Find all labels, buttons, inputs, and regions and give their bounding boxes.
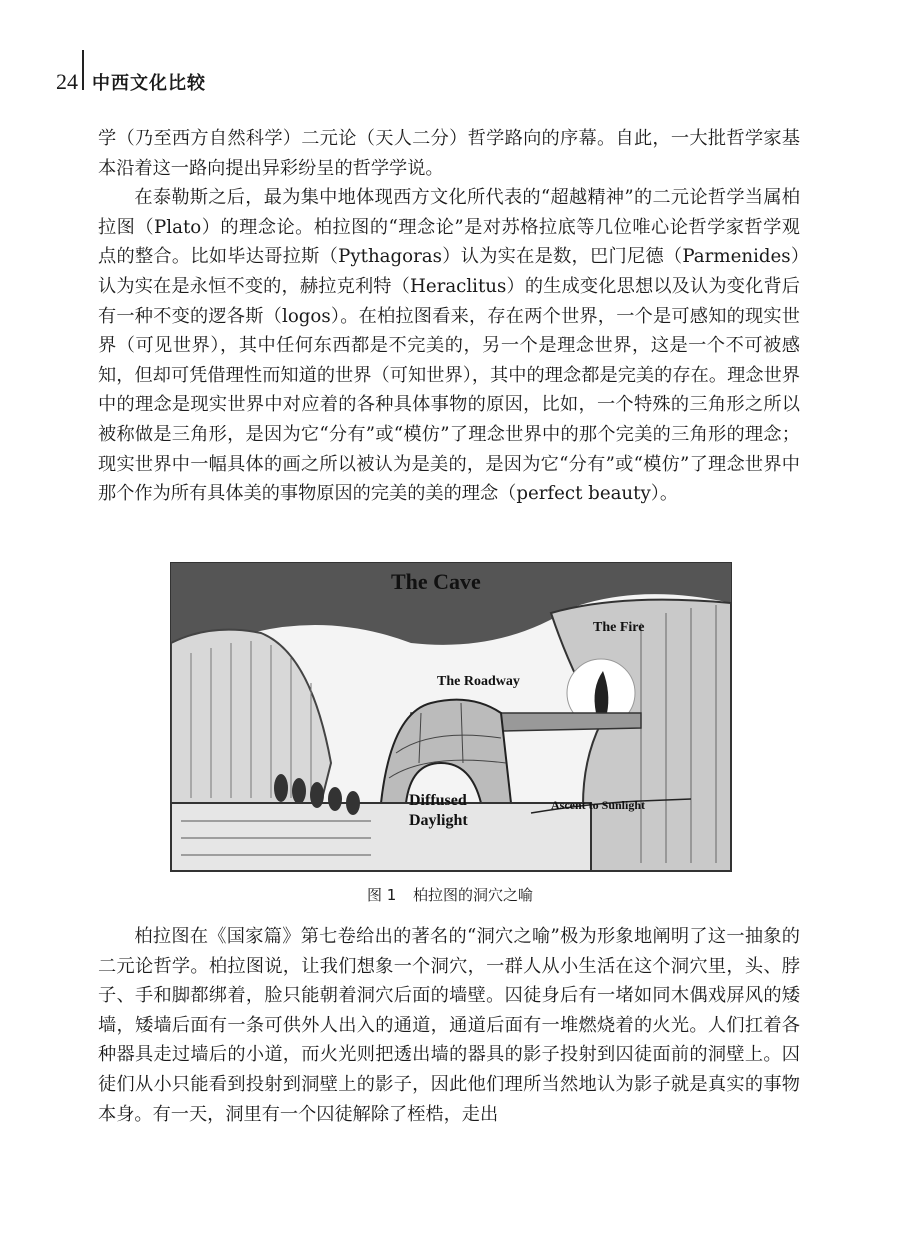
book-title: 中西文化比较 bbox=[92, 73, 206, 94]
paragraph-cave-allegory: 柏拉图在《国家篇》第七卷给出的著名的“洞穴之喻”极为形象地阐明了这一抽象的二元论哲学。柏拉图说，让我们想象一个洞穴，一群人从小生活在这个洞穴里，头、脖子、手和脚都绑着，脸只能朝着洞穴后面的墙壁。囚徒身后有一堵如同木偶戏屏风的矮墙，矮墙后面有一条可供外人出入的通道，通道后面有一堆燃烧着的火光。人们扛着各种器具走过墙后的小道，而火光则把透出墙的器具的影子投射到囚徒面前的洞壁上。囚徒们从小只能看到投射到洞壁上的影子，因此他们理所当然地认为影子就是真实的事物本身。有一天，洞里有一个囚徒解除了桎梏，走出 bbox=[98, 926, 800, 1125]
figure-caption bbox=[0, 884, 900, 905]
label-ascent: Ascent to Sunlight bbox=[551, 798, 646, 812]
label-daylight: Daylight bbox=[409, 812, 468, 829]
label-diffused: Diffused bbox=[409, 792, 467, 809]
page-header bbox=[56, 62, 206, 102]
label-cave: The Cave bbox=[391, 569, 481, 594]
paragraph-continuation: 学（乃至西方自然科学）二元论（天人二分）哲学路向的序幕。自此，一大批哲学家基本沿着这一路向提出异彩纷呈的哲学学说。 bbox=[98, 128, 800, 179]
label-roadway: The Roadway bbox=[437, 674, 520, 689]
cave-drawing bbox=[171, 563, 731, 871]
header-divider bbox=[82, 50, 84, 90]
cave-illustration bbox=[170, 562, 732, 872]
body-text-bottom bbox=[98, 922, 800, 1129]
low-wall bbox=[381, 700, 511, 803]
body-text-top bbox=[98, 124, 800, 509]
label-fire: The Fire bbox=[593, 620, 645, 635]
caption-text: 柏拉图的洞穴之喻 bbox=[413, 886, 534, 904]
paragraph-plato-theory: 在泰勒斯之后，最为集中地体现西方文化所代表的“超越精神”的二元论哲学当属柏拉图（Plato）的理念论。柏拉图的“理念论”是对苏格拉底等几位唯心论哲学家哲学观点的整合。比如毕达哥拉斯（Pythagoras）认为实在是数，巴门尼德（Parmenides）认为实在是永恒不变的，赫拉克利特（Heraclitus）的生成变化思想以及认为变化背后有一种不变的逻各斯（logos）。在柏拉图看来，存在两个世界，一个是可感知的现实世界（可见世界），其中任何东西都是不完美的，另一个是理念世界，这是一个不可被感知，但却可凭借理性而知道的世界（可知世界），其中的理念都是完美的存在。理念世界中的理念是现实世界中对应着的各种具体事物的原因，比如，一个特殊的三角形之所以被称做是三角形，是因为它“分有”或“模仿”了理念世界中的那个完美的三角形的理念；现实世界中一幅具体的画之所以被认为是美的，是因为它“分有”或“模仿”了理念世界中那个作为所有具体美的事物原因的完美的美的理念（perfect beauty）。 bbox=[98, 187, 800, 505]
cave-floor bbox=[171, 803, 591, 871]
page-number: 24 bbox=[56, 69, 78, 94]
caption-number: 图 1 bbox=[366, 886, 397, 904]
